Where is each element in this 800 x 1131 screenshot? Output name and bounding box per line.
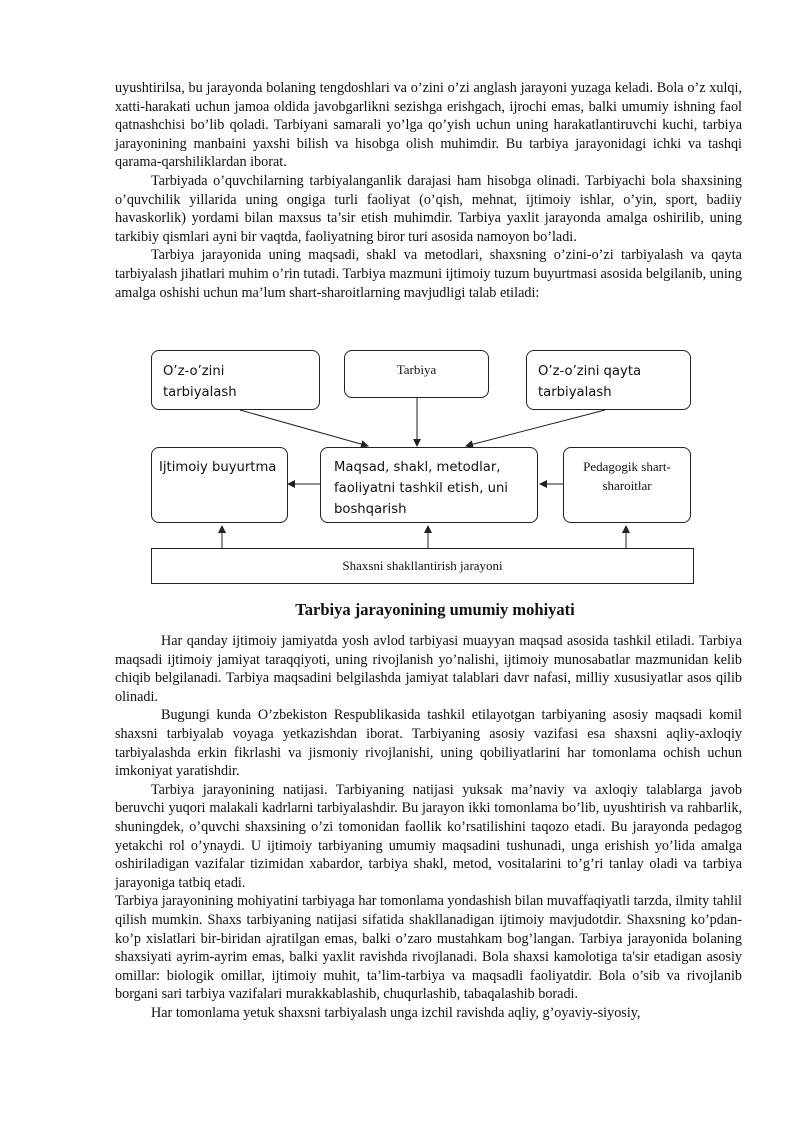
top-text (115, 79, 742, 302)
paragraph: Har qanday ijtimoiy jamiyatda yosh avlod tarbiyasi muayyan maqsad asosida tashkil etiladi. Tarbiya maqsadi ijtimoiy jamiyat taraqqiyoti, uning rivojlanish yo’nalishi, ijtimoiy munosabatlar mazmunidan kelib chiqib belgilanadi. Tarbiya maqsadini belgilashda jamiyat talablari davr nafasi, milliy xususiyatlar asos qilib olinadi. (115, 633, 742, 705)
box-social-order: Ijtimoiy buyurtma (151, 447, 288, 523)
section-heading: Tarbiya jarayonining umumiy mohiyati (295, 600, 575, 619)
arrow-re-to-goal (466, 410, 605, 446)
box-re-education: O’z-o’zini qayta tarbiyalash (526, 350, 691, 410)
box-conditions: Pedagogik shart- sharoitlar (563, 447, 691, 523)
paragraph: Tarbiya jarayonida uning maqsadi, shakl va metodlari, shaxsning o’zini-o’zi tarbiyalash va qayta tarbiyalash jihatlari muhim o’rin tutadi. Tarbiya mazmuni ijtimoiy tuzum buyurtmasi asosida belgilanib, uning amalga oshishi uchun ma’lum shart-sharoitlarning mavjudligi talab etiladi: (115, 247, 742, 301)
paragraph: Tarbiyada o’quvchilarning tarbiyalanganlik darajasi ham hisobga olinadi. Tarbiyachi bola shaxsining o’quvchilik yillarida uning ongiga turli faoliyat (o’qish, mehnat, ijtimoiy ishlar, o’yin, sport, badiiy havaskorlik) yordami bilan maxsus ta’sir etish muhimdir. Tarbiya yaxlit jarayonda amalga oshirilib, uning tarkibiy qismlari ayni bir vaqtda, faoliyatning biror turi asosida namoyon bo’ladi. (115, 172, 742, 245)
box-formation-process: Shaxsni shakllantirish jarayoni (151, 548, 694, 584)
box-goal-methods: Maqsad, shakl, metodlar, faoliyatni tashkil etish, uni boshqarish (320, 447, 538, 523)
box-self-education: O’z-o’zini tarbiyalash (151, 350, 320, 410)
arrow-self-to-goal (240, 410, 368, 446)
paragraph: Bugungi kunda O’zbekiston Respublikasida tashkil etilayotgan tarbiyaning asosiy maqsadi komil shaxsni tarbiyalab voyaga yetkazishdan iborat. Tarbiyaning asosiy vazifasi esa shaxsni aqliy-axloqiy tarbiyalashda erkin fikrlashi va jismoniy rivojlanishi, uning qobiliyatlarini har tomonlama ochish uchun imkoniyat yaratishdir. (115, 707, 742, 780)
box-education: Tarbiya (344, 350, 489, 398)
paragraph: uyushtirilsa, bu jarayonda bolaning tengdoshlari va o’zini o’zi anglash jarayoni yuzaga keladi. Bola o’z xulqi, xatti-harakati uchun jamoa oldida javobgarlikni sezishga erishgach, ijrochi emas, balki umumiy ishning faol qatnashchisi bo’lib qoladi. Tarbiyani samarali yo’lga qo’yish uchun uning harakatlantiruvchi kuchi, tarbiya jarayonining manbaini yaxshi bilish va hisobga olish muhimdir. Bu tarbiya jarayonidagi ichki va tashqi qarama-qarshiliklardan iborat. (115, 80, 742, 171)
paragraph: Tarbiya jarayonining mohiyatini tarbiyaga har tomonlama yondashish bilan muvaffaqiyatli tarzda, ilmity tahlil qilish mumkin. Shaxs tarbiyaning natijasi sifatida shakllanadigan ijtimoiy mavjudotdir. Shaxsning ko’pdan-ko’p xislatlari bir-biridan ajratilgan emas, balki o’zaro mustahkam bog’langan. Tarbiya jarayonida bolaning shaxsiyati ayrim-ayrim emas, balki yaxlit ravishda rivojlanadi. Bola shaxsi kamolotiga ta'sir etadigan asosiy omillar: biologik omillar, ijtimoiy muhit, ta’lim-tarbiya va maqsadli faoliyatdir. Bola o’sib va rivojlanib borgani sari tarbiya vazifalari murakkablashib, chuqurlashib, tabaqalashib boradi. (115, 893, 742, 1003)
paragraph: Tarbiya jarayonining natijasi. Tarbiyaning natijasi yuksak ma’naviy va axloqiy talablarga javob beruvchi yuqori malakali kadrlarni tarbiyalashdir. Bu jarayon ikki tomonlama bo’lib, uyushtirish va rahbarlik, shuningdek, o’quvchi shaxsining o’zi tomonidan faollik ko’rsatilishini taqozo etadi. Bu jarayonda pedagog yetakchi rol o’ynaydi. U ijtimoiy tarbiyaning umumiy maqsadini tushunadi, unga erishish yo’lida amalga oshiriladigan vazifalar tizimidan xabardor, tarbiya shakl, metod, vositalarini to’g’ri tanlay oladi va tarbiya jarayoniga tatbiq etadi. (115, 781, 742, 891)
bottom-text (115, 632, 742, 1022)
paragraph: Har tomonlama yetuk shaxsni tarbiyalash unga izchil ravishda aqliy, g’oyaviy-siyosiy, (151, 1004, 641, 1021)
